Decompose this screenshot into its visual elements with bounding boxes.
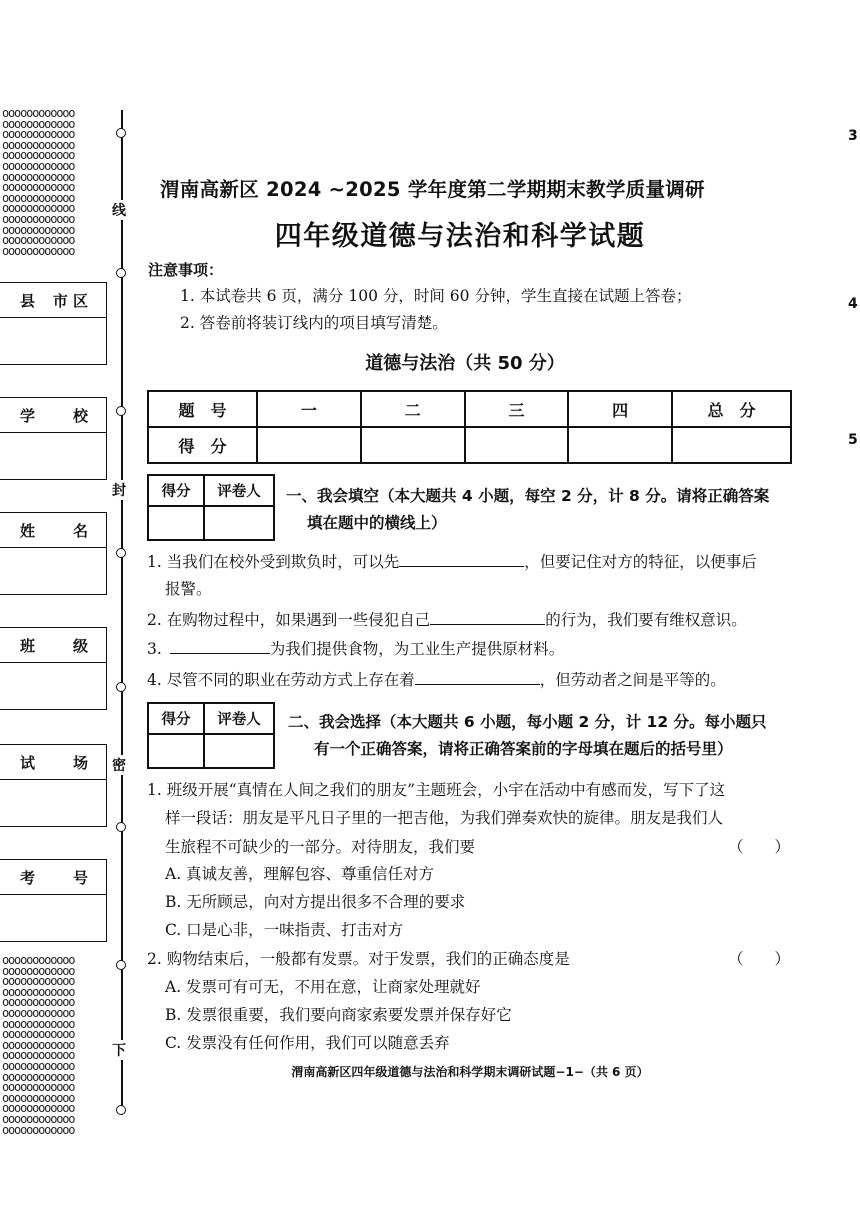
grader-name-cell[interactable] [204,506,274,540]
question-text: 2. 在购物过程中，如果遇到一些侵犯自己 [147,611,431,629]
option-c: C. 发票没有任何作用，我们可以随意丢弃 [165,1034,450,1052]
side-number: 3 [848,128,858,144]
score-cell[interactable] [568,427,672,463]
question-text: 1. 当我们在校外受到欺负时，可以先 [147,553,400,571]
score-table-header: 题 号 [148,391,257,427]
exam-header: 渭南高新区 2024 ~2025 学年度第二学期期末教学质量调研 [160,178,705,201]
question-text: ，但劳动者之间是平等的。 [539,671,726,689]
binding-dot [116,1105,126,1115]
grader-name-label: 评卷人 [204,703,274,734]
field-label: 市 区 [52,291,88,310]
binding-char-xian: 线 [112,200,126,220]
q2-2-line1: 2. 购物结束后，一般都有发票。对于发票，我们的正确态度是 [147,950,570,968]
field-label: 校 [72,406,88,425]
part1-heading-2: 填在题中的横线上） [307,514,447,532]
answer-paren[interactable]: （ ） [728,838,791,856]
binding-char-feng: 封 [112,480,126,500]
question-text: 4. 尽管不同的职业在劳动方式上存在着 [147,671,415,689]
answer-blank[interactable] [170,639,270,654]
field-label: 姓 [20,521,36,540]
side-number: 5 [848,432,858,448]
answer-blank[interactable] [430,610,545,625]
q1-4 [147,668,726,690]
page-footer: 渭南高新区四年级道德与法治和科学期末调研试题−1−（共 6 页） [291,1065,649,1079]
question-text: 为我们提供食物，为工业生产提供原材料。 [269,640,565,658]
field-label: 名 [72,521,88,540]
field-label: 县 [20,291,36,310]
q1-1 [147,550,757,572]
score-table-header: 总 分 [672,391,791,427]
side-number: 4 [848,296,858,312]
field-label: 试 [20,753,36,772]
section-title: 道德与法治（共 50 分） [365,353,565,374]
q2-1-line3: 生旅程不可缺少的一部分。对待朋友，我们要 [165,838,476,856]
binding-dot [116,406,126,416]
score-table-header: 得 分 [148,427,257,463]
answer-blank[interactable] [399,552,524,567]
grader-score-cell[interactable] [148,734,204,768]
q1-2 [147,608,747,630]
option-c: C. 口是心非，一味指责、打击对方 [165,921,404,939]
question-text: ，但要记住对方的特征，以便事后 [524,553,757,571]
part2-heading-2: 有一个正确答案，请将正确答案前的字母填在题后的括号里） [314,740,733,758]
q1-3 [147,637,564,659]
binding-dot [116,548,126,558]
class-field[interactable] [0,627,107,710]
option-a: A. 真诚友善，理解包容、尊重信任对方 [165,865,435,883]
grader-box-part2 [147,702,275,769]
field-label: 考 [20,868,36,887]
score-cell[interactable] [361,427,465,463]
binding-dot [116,682,126,692]
grader-score-label: 得分 [148,703,204,734]
binding-pattern-top: oooooooooooo oooooooooooo oooooooooooo oooooooooooo oooooooooooo oooooooooooo oooooooooooo oooooooooooo oooooooooooo oooooooooooo oooooooooooo oooooooooooo oooooooooooo oooooooooooo [2,106,75,258]
binding-dot [116,822,126,832]
score-cell[interactable] [672,427,791,463]
score-table-header: 一 [257,391,361,427]
binding-pattern-bottom: oooooooooooo oooooooooooo oooooooooooo oooooooooooo oooooooooooo oooooooooooo oooooooooooo oooooooooooo oooooooooooo oooooooooooo oooooooooooo oooooooooooo oooooooooooo oooooooooooo oooooooooooo oooooooooooo oooooooooooo [2,953,75,1137]
q1-1-cont: 报警。 [165,580,212,598]
score-table-header: 四 [568,391,672,427]
grader-name-label: 评卷人 [204,475,274,506]
field-label: 场 [72,753,88,772]
exam-room-field[interactable] [0,744,107,827]
school-field[interactable] [0,397,107,480]
option-b: B. 无所顾忌，向对方提出很多不合理的要求 [165,893,466,911]
field-label: 学 [20,406,36,425]
part2-heading: 二、我会选择（本大题共 6 小题，每小题 2 分，计 12 分。每小题只 [288,713,767,731]
grader-score-label: 得分 [148,475,204,506]
field-label: 级 [72,636,88,655]
grader-name-cell[interactable] [204,734,274,768]
option-b: B. 发票很重要，我们要向商家索要发票并保存好它 [165,1006,512,1024]
binding-dot [116,960,126,970]
score-cell[interactable] [257,427,361,463]
answer-paren[interactable]: （ ） [728,950,791,968]
q2-1-line1: 1. 班级开展“真情在人间之我们的朋友”主题班会，小宇在活动中有感而发，写下了这 [147,781,726,799]
field-label: 班 [20,636,36,655]
question-text: 3. [147,640,162,658]
binding-char-xia: 下 [112,1040,126,1060]
notice-item: 1. 本试卷共 6 页，满分 100 分，时间 60 分钟，学生直接在试题上答卷； [180,287,692,305]
score-table [147,390,792,464]
score-table-header: 三 [465,391,569,427]
binding-dot [116,268,126,278]
q2-1-line2: 样一段话：朋友是平凡日子里的一把吉他，为我们弹奏欢快的旋律。朋友是我们人 [165,809,724,827]
notice-item: 2. 答卷前将装订线内的项目填写清楚。 [180,314,448,332]
part1-heading: 一、我会填空（本大题共 4 小题，每空 2 分，计 8 分。请将正确答案 [286,487,770,505]
score-cell[interactable] [465,427,569,463]
binding-char-mi: 密 [112,755,126,775]
notice-title: 注意事项： [148,261,224,279]
option-a: A. 发票可有可无，不用在意，让商家处理就好 [165,978,481,996]
grader-box-part1 [147,474,275,541]
grader-score-cell[interactable] [148,506,204,540]
score-table-header: 二 [361,391,465,427]
exam-number-field[interactable] [0,859,107,942]
field-label: 号 [72,868,88,887]
question-text: 的行为，我们要有维权意识。 [545,611,747,629]
answer-blank[interactable] [415,670,540,685]
binding-dot [116,128,126,138]
name-field[interactable] [0,512,107,595]
exam-title: 四年级道德与法治和科学试题 [274,221,646,252]
